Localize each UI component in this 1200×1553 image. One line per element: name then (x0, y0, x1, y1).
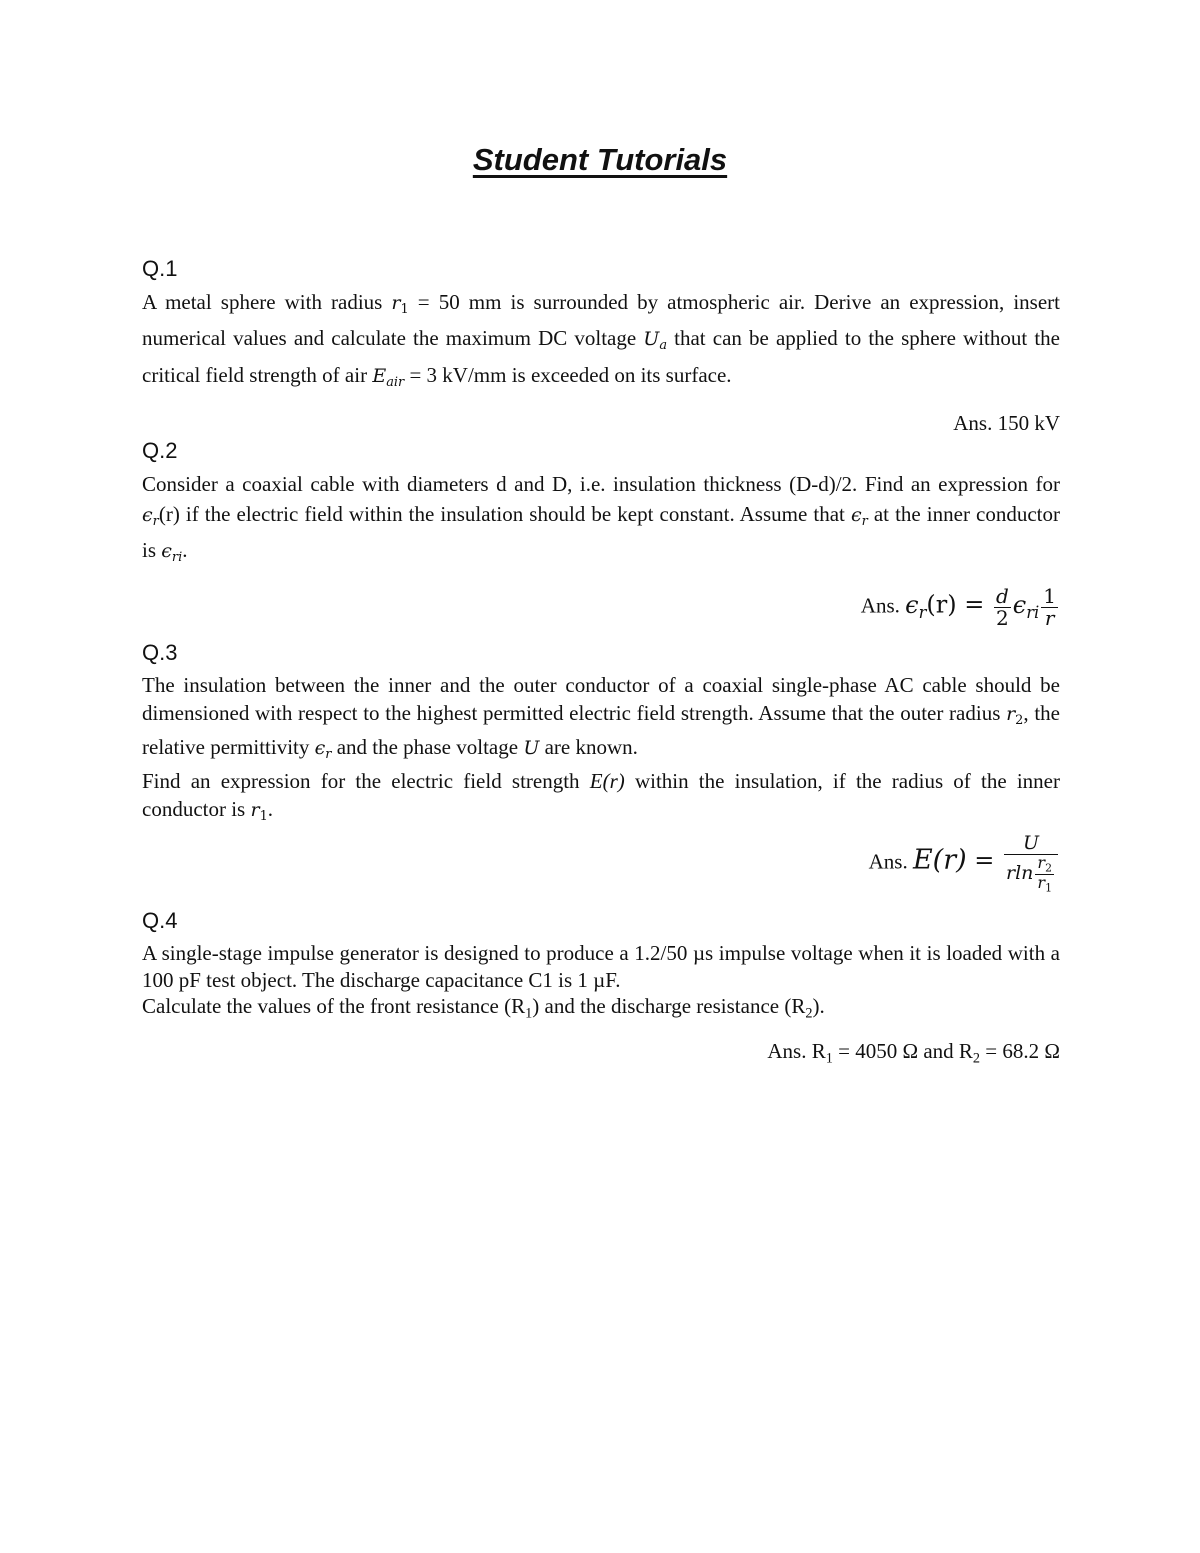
question-1 (142, 256, 1060, 438)
q2-text-part: (r) if the electric field within the insulation should be kept constant. Assume that (158, 501, 851, 526)
q1-field-symbol: $E_{air}$ (372, 364, 405, 390)
answer-fraction-1-over-r: $\frac{1}{r}$ (1043, 584, 1056, 631)
q4-subscript: 2 (805, 1005, 813, 1022)
q3-text-part: Find an expression for the electric field strength (142, 769, 590, 794)
q2-permittivity-symbol: $\epsilon_r$ (142, 503, 159, 529)
answer-equals: = (966, 846, 1003, 875)
q3-text-part: within the insulation, if the radius of the inner conductor is (142, 769, 1060, 821)
answer-lhs: $\epsilon_r$ (905, 590, 927, 622)
q1-text-part: that can be applied to the sphere without the critical field strength of air (142, 326, 1060, 387)
question-3-answer (142, 834, 1060, 893)
q4-text-part: A single-stage impulse generator is designed to produce a 1.2/50 µs impulse voltage when it is loaded with a 100 pF test object. The discharge capacitance C1 is 1 µF. (142, 941, 1060, 992)
q4-text-part: ) and the discharge resistance (R (532, 994, 806, 1018)
q2-permittivity-symbol: $\epsilon_r$ (850, 503, 868, 529)
answer-fraction: U rln $\frac{r_2}{r_1}$ (1004, 834, 1058, 893)
answer-inner-permittivity: $\epsilon_{ri}$ (1012, 590, 1040, 622)
q1-text-part: = 50 mm is surrounded by atmospheric air. Derive an expression, insert numerical values and calculate the maximum DC voltage (142, 290, 1060, 351)
question-2-label: Q.2 (142, 438, 178, 463)
q3-permittivity-symbol: $\epsilon_r$ (314, 736, 332, 762)
q3-text-part: are known. (539, 734, 638, 759)
question-4 (142, 908, 1060, 1073)
q2-text-part: at the inner conductor is (142, 501, 1061, 562)
answer-prefix: Ans. (868, 849, 913, 874)
page-title: Student Tutorials (472, 142, 728, 177)
q3-text-part: The insulation between the inner and the outer conductor of a coaxial single-phase AC cable should be dimensioned with respect to the highest permitted electric field strength. Assume that the outer radius (142, 673, 1060, 725)
question-2-text (142, 470, 1060, 572)
q3-text-part: , the relative permittivity (142, 700, 1060, 759)
q1-text-part: A metal sphere with radius (142, 290, 392, 314)
question-4-label: Q.4 (142, 908, 178, 933)
answer-equals: = (956, 590, 992, 619)
question-4-answer: Ans. $R_1 = 4050$ Ω and $R_2 = 68.2$ Ω (767, 1038, 1060, 1067)
q3-inner-radius-symbol: $r_1$ (250, 798, 268, 824)
q2-text-part: Consider a coaxial cable with diameters d and D, i.e. insulation thickness (D-d)/2. Find an expression for (142, 472, 1060, 496)
question-3 (142, 640, 1060, 893)
q3-voltage-symbol: U (523, 736, 540, 759)
q4-text-part: ). (812, 994, 825, 1018)
q3-text-part: and the phase voltage (331, 734, 524, 759)
q3-text-part: . (267, 796, 274, 821)
answer-fraction-d-over-2: $\frac{d}{2}$ (995, 584, 1009, 631)
q2-inner-permittivity-symbol: $\epsilon_{ri}$ (161, 539, 183, 565)
answer-prefix: Ans. (860, 593, 906, 618)
q1-voltage-symbol: $U_a$ (643, 328, 668, 354)
question-1-label: Q.1 (142, 256, 178, 281)
question-2 (142, 438, 1060, 629)
question-3-text (142, 672, 1060, 830)
q4-text-part: Calculate the values of the front resistance (R (142, 994, 526, 1018)
answer-lhs-arg: (r) (926, 590, 957, 619)
question-1-text (142, 288, 1060, 397)
q4-subscript: 1 (525, 1005, 533, 1022)
q3-field-expression: E(r) (589, 769, 625, 794)
q1-text-part: = 3 kV/mm is exceeded on its surface. (404, 362, 732, 387)
answer-lhs: E(r) (912, 844, 967, 876)
q1-radius-symbol: $r_1$ (391, 292, 409, 317)
q3-outer-radius-symbol: $r_2$ (1006, 702, 1024, 728)
question-4-text (142, 940, 1060, 1027)
question-3-label: Q.3 (142, 640, 178, 665)
question-1-answer: Ans. 150 kV (953, 411, 1060, 436)
q2-text-part: . (182, 537, 188, 562)
question-2-answer (142, 586, 1060, 629)
